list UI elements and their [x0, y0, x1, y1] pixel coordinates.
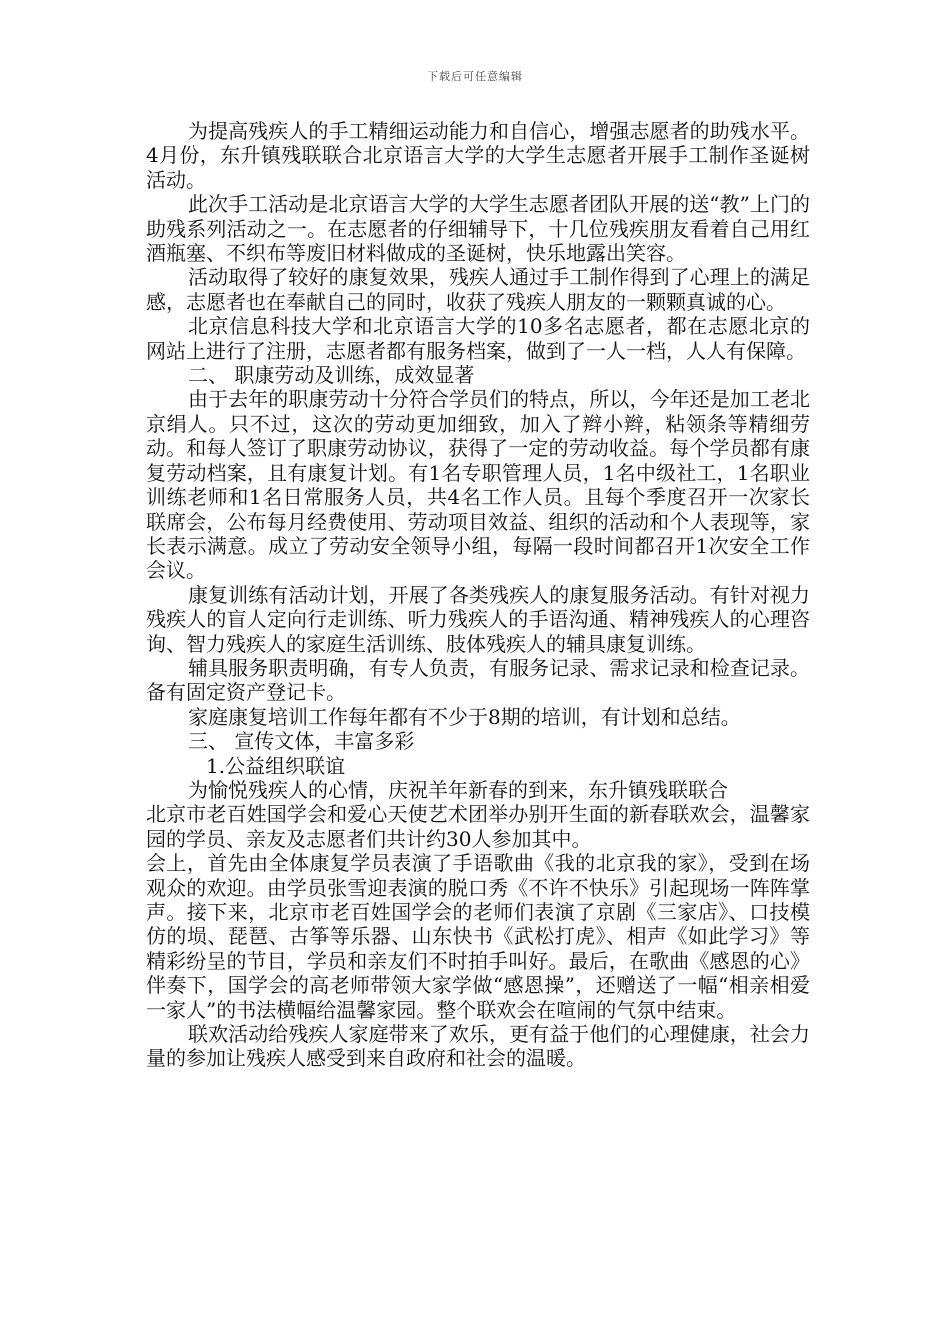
paragraph-handcraft-activity: 此次手工活动是北京语言大学的大学生志愿者团队开展的送“教”上门的助残系列活动之一。在志愿者的仔细辅导下，十几位残疾朋友看着自己用红酒瓶塞、不织布等废旧材料做成的圣诞树，快乐地露出笑容。: [146, 192, 810, 266]
paragraph-new-year-party-organizers: 北京市老百姓国学会和爱心天使艺术团举办别开生面的新春联欢会，温馨家园的学员、亲友及志愿者们共计约30人参加其中。: [146, 802, 810, 851]
paragraph-family-training: 家庭康复培训工作每年都有不少于8期的培训，有计划和总结。: [188, 704, 741, 729]
paragraph-party-program: 会上，首先由全体康复学员表演了手语歌曲《我的北京我的家》，受到在场观众的欢迎。由学员张雪迎表演的脱口秀《不许不快乐》引起现场一阵阵掌声。接下来，北京市老百姓国学会的老师们表演了京剧《三家店》、口技模仿的埙、琵琶、古筝等乐器、山东快书《武松打虎》、相声《如此学习》等精彩纷呈的节目，学员和亲友们不时拍手叫好。最后，在歌曲《感恩的心》伴奏下，国学会的高老师带领大家学做“感恩操”，还赠送了一幅“相亲相爱一家人”的书法横幅给温馨家园。整个联欢会在喧闹的气氛中结束。: [146, 851, 810, 1022]
section-heading-3: 三、 宣传文体，丰富多彩: [188, 729, 415, 754]
page-header-note: 下载后可任意编辑: [427, 70, 523, 83]
paragraph-rehab-effect: 活动取得了较好的康复效果，残疾人通过手工制作得到了心理上的满足感，志愿者也在奉献自己的同时，收获了残疾人朋友的一颗颗真诚的心。: [146, 265, 810, 314]
section-heading-2: 二、 职康劳动及训练，成效显著: [188, 363, 475, 388]
paragraph-rehab-training: 康复训练有活动计划，开展了各类残疾人的康复服务活动。有针对视力残疾人的盲人定向行走训练、听力残疾人的手语沟通、精神残疾人的心理咨询、智力残疾人的家庭生活训练、肢体残疾人的辅具康复训练。: [146, 582, 810, 656]
paragraph-handcraft-intro: 为提高残疾人的手工精细运动能力和自信心，增强志愿者的助残水平。4月份，东升镇残联联合北京语言大学的大学生志愿者开展手工制作圣诞树活动。: [146, 119, 810, 192]
paragraph-new-year-party-intro: 为愉悦残疾人的心情，庆祝羊年新春的到来，东升镇残联联合: [188, 777, 728, 802]
subsection-heading-1: 1.公益组织联谊: [206, 753, 346, 778]
document-body: [146, 119, 810, 1071]
paragraph-vocational-labor: 由于去年的职康劳动十分符合学员们的特点，所以，今年还是加工老北京绢人。只不过，这次的劳动更加细致，加入了辫小辫，粘领条等精细劳动。和每人签订了职康劳动协议，获得了一定的劳动收益。每个学员都有康复劳动档案，且有康复计划。有1名专职管理人员，1名中级社工，1名职业训练老师和1名日常服务人员，共4名工作人员。且每个季度召开一次家长联席会，公布每月经费使用、劳动项目效益、组织的活动和个人表现等，家长表示满意。成立了劳动安全领导小组，每隔一段时间都召开1次安全工作会议。: [146, 387, 810, 583]
paragraph-volunteers: 北京信息科技大学和北京语言大学的10多名志愿者，都在志愿北京的网站上进行了注册，志愿者都有服务档案，做到了一人一档，人人有保障。: [146, 314, 810, 363]
paragraph-party-conclusion: 联欢活动给残疾人家庭带来了欢乐，更有益于他们的心理健康，社会力量的参加让残疾人感受到来自政府和社会的温暖。: [146, 1022, 810, 1071]
paragraph-assistive-devices: 辅具服务职责明确，有专人负责，有服务记录、需求记录和检查记录。备有固定资产登记卡。: [146, 655, 810, 705]
